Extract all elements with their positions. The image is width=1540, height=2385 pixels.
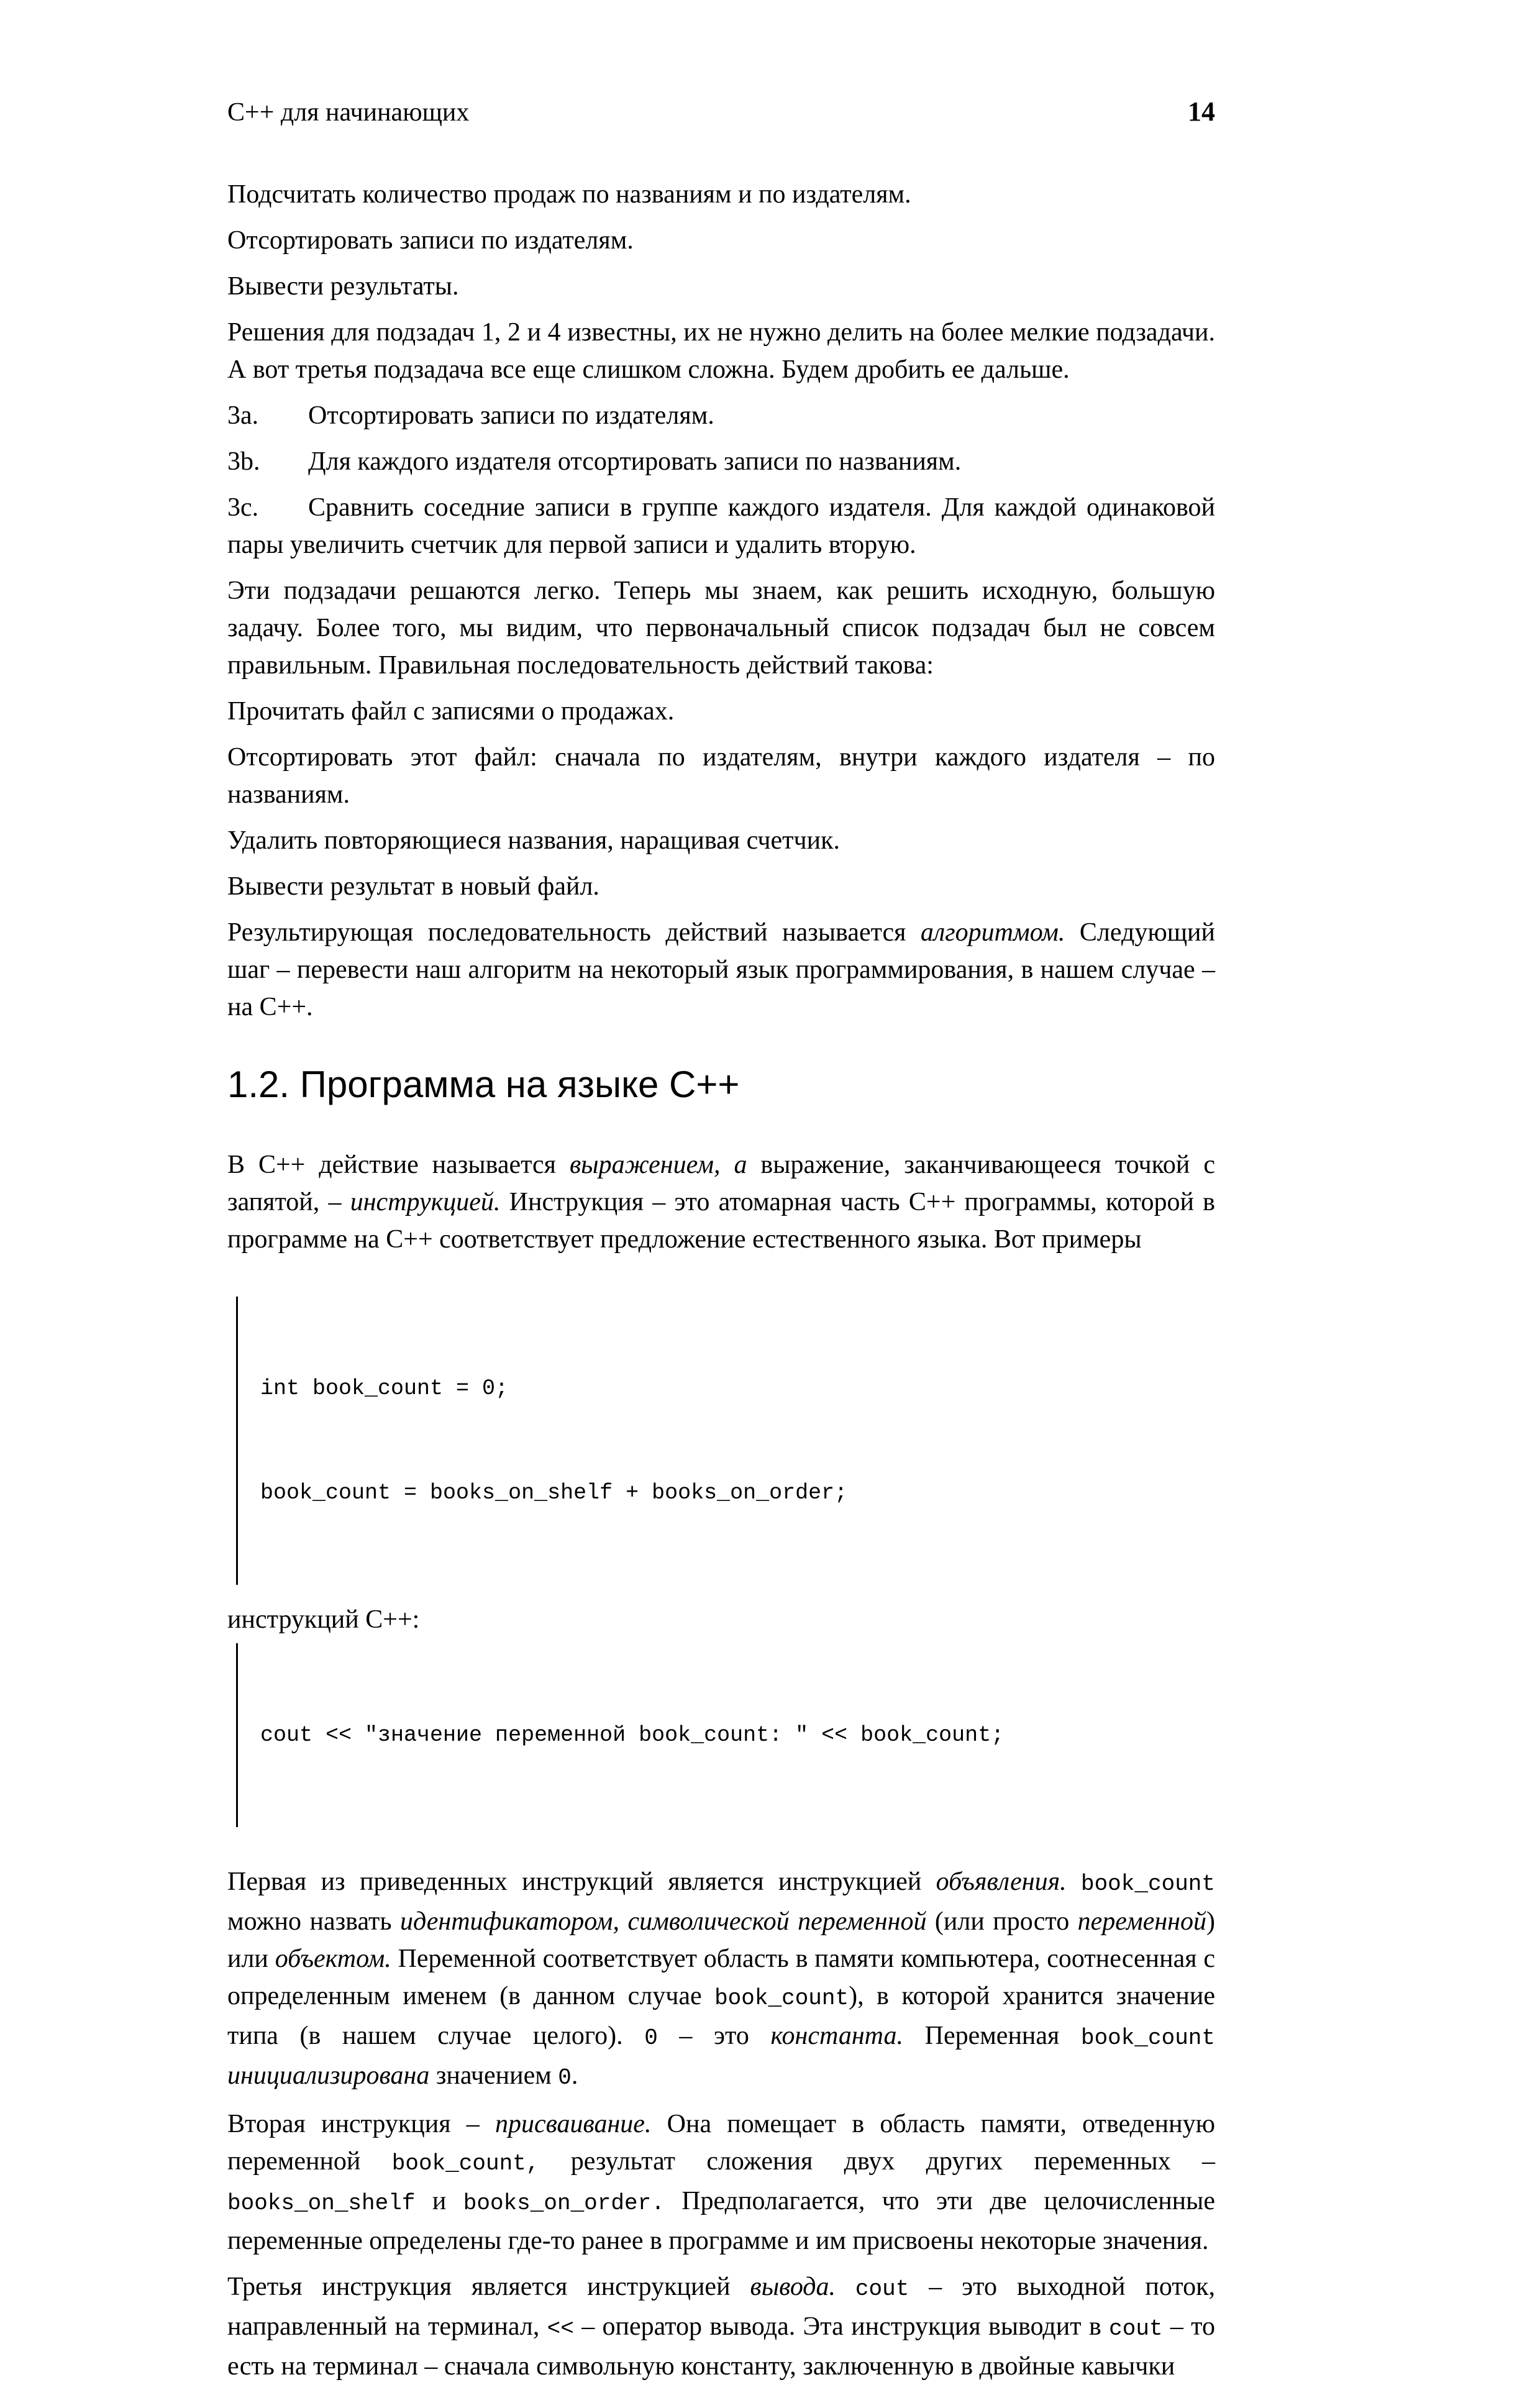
code-block-output-statement xyxy=(236,1643,1215,1827)
list-item-text: Отсортировать записи по издателям. xyxy=(308,401,714,430)
italic-text: константа. xyxy=(770,2022,904,2050)
text-run: Результирующая последовательность действий называется xyxy=(227,918,921,947)
code-line: cout << "значение переменной book_count: " << book_count; xyxy=(260,1723,1005,1748)
italic-text: алгоритмом. xyxy=(920,918,1065,947)
list-item-3b xyxy=(227,443,1215,480)
list-item-label: 3a. xyxy=(227,401,259,430)
list-item-label: 3b. xyxy=(227,447,260,476)
code-inline: cout xyxy=(1109,2316,1163,2342)
text-run: выражение, заканчивающееся точкой с запятой, – xyxy=(227,1151,1215,1216)
code-inline: book_count xyxy=(714,1986,849,2011)
code-block-declarations xyxy=(236,1297,1215,1585)
text-run: В С++ действие называется xyxy=(227,1151,570,1179)
italic-text: идентификатором, xyxy=(399,1907,619,1936)
italic-text: инструкцией. xyxy=(350,1188,501,1216)
paragraph-algorithm xyxy=(227,914,1215,1026)
text-run: Переменная xyxy=(903,2022,1081,2050)
list-item-label: 3c. xyxy=(227,493,259,522)
text-run: Третья инструкция является инструкцией xyxy=(227,2273,750,2301)
code-inline: book_count xyxy=(1080,1871,1216,1897)
text-run: – то есть на терминал – сначала символьную константу, заключенную в двойные кавычки xyxy=(227,2312,1215,2381)
code-line: book_count = books_on_shelf + books_on_order; xyxy=(260,1480,848,1505)
italic-text: инициализирована xyxy=(227,2061,430,2090)
text-run: Вторая инструкция – xyxy=(227,2110,495,2138)
italic-text: переменной xyxy=(1077,1907,1207,1936)
text-run: результат сложения двух других переменных – xyxy=(539,2147,1215,2176)
paragraph-third-statement xyxy=(227,2268,1215,2385)
text-run: Следующий шаг – перевести наш алгоритм на некоторый язык программирования, в нашем случае – на С++. xyxy=(227,918,1215,1021)
list-item-text: Сравнить соседние записи в группе каждого издателя. Для каждой одинаковой пары увеличить счетчик для первой записи и удалить вторую. xyxy=(227,493,1215,559)
paragraph-count-sales: Подсчитать количество продаж по названиям и по издателям. xyxy=(227,180,911,209)
paragraph-expression-statement xyxy=(227,1146,1215,1258)
code-inline: books_on_shelf xyxy=(227,2191,416,2216)
text-run: ), в которой хранится значение типа (в нашем случае целого). xyxy=(227,1982,1215,2050)
text-run: – это выходной поток, направленный на терминал, xyxy=(227,2273,1215,2341)
text-run: . xyxy=(571,2061,578,2090)
code-inline: << xyxy=(547,2316,574,2342)
text-run xyxy=(836,2273,855,2301)
italic-text: вывода. xyxy=(750,2273,836,2301)
italic-text: выражением, а xyxy=(569,1151,747,1179)
paragraph-statements-label: инструкций С++: xyxy=(227,1605,420,1634)
italic-text: символической переменной xyxy=(627,1907,927,1936)
list-item-3a xyxy=(227,397,1215,434)
paragraph-read-file: Прочитать файл с записями о продажах. xyxy=(227,697,675,726)
paragraph-output-new-file: Вывести результат в новый файл. xyxy=(227,872,599,901)
code-line: int book_count = 0; xyxy=(260,1376,509,1401)
page-number: 14 xyxy=(1188,96,1215,127)
text-run xyxy=(619,1907,627,1936)
text-run: можно назвать xyxy=(227,1907,400,1936)
paragraph-second-statement xyxy=(227,2105,1215,2260)
page-content xyxy=(227,176,1215,2385)
text-run: Первая из приведенных инструкций является инструкцией xyxy=(227,1867,936,1896)
text-run: и xyxy=(415,2187,463,2215)
list-item-text: Для каждого издателя отсортировать записи по названиям. xyxy=(308,447,962,476)
paragraph-known-solutions: Решения для подзадач 1, 2 и 4 известны, их не нужно делить на более мелкие подзадачи. А вот третья подзадача все еще слишком сложна. Будем дробить ее дальше. xyxy=(227,318,1215,384)
code-inline: book_count xyxy=(1080,2025,1216,2051)
text-run: значением xyxy=(429,2061,558,2090)
text-run: Инструкция – это атомарная часть С++ программы, которой в программе на С++ соответствует предложение естественного языка. Вот примеры xyxy=(227,1188,1215,1254)
text-run xyxy=(1067,1867,1081,1896)
text-run: Переменной соответствует область в памяти компьютера, соотнесенная с определенным именем (в данном случае xyxy=(227,1945,1216,2010)
list-item-3c xyxy=(227,489,1215,563)
page-header xyxy=(227,93,1215,131)
code-inline: books_on_order. xyxy=(463,2191,665,2216)
paragraph-sort-by-publisher: Отсортировать записи по издателям. xyxy=(227,226,634,255)
text-run: – это xyxy=(657,2022,771,2050)
paragraph-output-results: Вывести результаты. xyxy=(227,272,459,301)
section-heading: 1.2. Программа на языке С++ xyxy=(227,1064,740,1105)
text-run: ) или xyxy=(227,1907,1216,1973)
paragraph-remove-duplicates: Удалить повторяющиеся названия, наращивая счетчик. xyxy=(227,826,841,855)
italic-text: присваивание. xyxy=(494,2110,652,2138)
code-inline: 0 xyxy=(644,2025,658,2051)
code-inline: 0 xyxy=(558,2065,572,2091)
paragraph-first-statement xyxy=(227,1863,1215,2097)
text-run: Она помещает в область памяти, отведенную переменной xyxy=(227,2110,1215,2176)
code-inline: cout xyxy=(855,2276,909,2302)
running-header-title: С++ для начинающих xyxy=(227,98,470,127)
italic-text: объявления. xyxy=(936,1867,1067,1896)
code-inline: book_count, xyxy=(391,2151,540,2176)
paragraph-subtasks-easy: Эти подзадачи решаются легко. Теперь мы знаем, как решить исходную, большую задачу. Более того, мы видим, что первоначальный список подзадач был не совсем правильным. Правильная последовательность действий такова: xyxy=(227,577,1215,680)
text-run: – оператор вывода. Эта инструкция выводит в xyxy=(573,2312,1109,2341)
text-run: (или просто xyxy=(926,1907,1078,1936)
text-run: Предполагается, что эти две целочисленные переменные определены где-то ранее в программе и им присвоены некоторые значения. xyxy=(227,2187,1216,2255)
paragraph-sort-file: Отсортировать этот файл: сначала по издателям, внутри каждого издателя – по названиям. xyxy=(227,743,1215,809)
italic-text: объектом. xyxy=(275,1945,391,1973)
